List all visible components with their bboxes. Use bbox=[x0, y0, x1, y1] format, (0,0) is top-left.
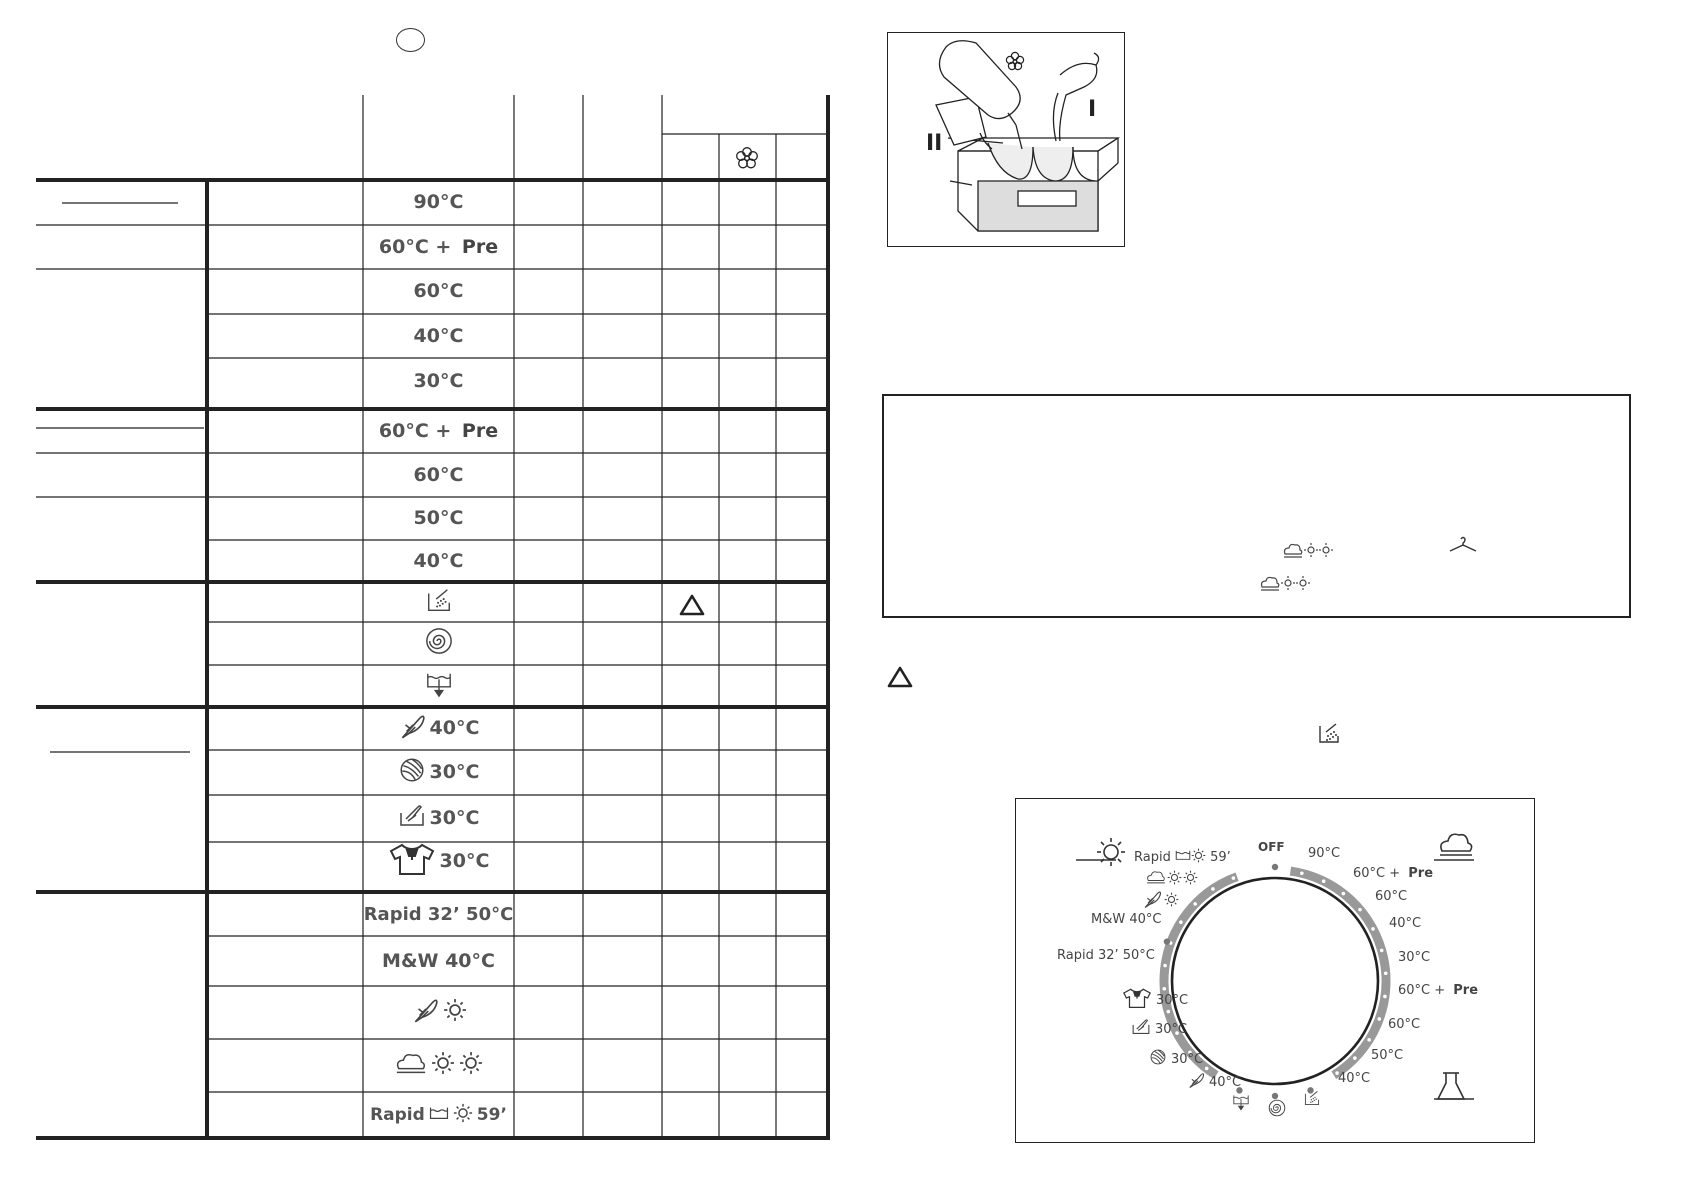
sun-icon bbox=[453, 1103, 473, 1128]
dial-tick bbox=[1384, 971, 1388, 975]
dial-label-text: 60°C bbox=[1375, 889, 1408, 904]
table-row bbox=[363, 843, 514, 879]
dial-label bbox=[1308, 846, 1340, 861]
dial-tick bbox=[1300, 871, 1304, 875]
table-row bbox=[363, 363, 514, 399]
table-row bbox=[363, 668, 514, 704]
dial-label bbox=[1187, 1071, 1241, 1093]
dial-tick bbox=[1193, 902, 1197, 906]
row-label-suffix: 59’ bbox=[476, 1105, 507, 1125]
dial-label bbox=[1057, 948, 1155, 963]
dial-label bbox=[1353, 866, 1433, 881]
dial-label bbox=[1338, 1071, 1370, 1086]
dial-tick bbox=[1342, 892, 1346, 896]
sun-icon bbox=[1167, 870, 1182, 889]
row-label: 40°C bbox=[413, 550, 464, 572]
dial-label-cloud-sun-sun bbox=[1146, 867, 1198, 891]
cloud-sun-sun-icon bbox=[1259, 574, 1311, 596]
table-row bbox=[363, 1047, 514, 1083]
row-label: M&W 40°C bbox=[382, 950, 495, 972]
table-row bbox=[363, 229, 514, 265]
dial-tick bbox=[1353, 1056, 1357, 1060]
dial-label bbox=[1091, 912, 1161, 927]
row-label-pre: Pre bbox=[461, 420, 499, 442]
dial-bottom-icon bbox=[1232, 1093, 1250, 1115]
dial-tick bbox=[1378, 1017, 1382, 1021]
dial-label bbox=[1371, 1048, 1403, 1063]
row-label: 30°C bbox=[429, 807, 480, 829]
feather-icon bbox=[1187, 1071, 1205, 1093]
tub-icon bbox=[1175, 847, 1191, 867]
row-label: 60°C + bbox=[378, 420, 458, 442]
table-row bbox=[363, 543, 514, 579]
dial-label-text: Rapid 32’ 50°C bbox=[1057, 948, 1155, 963]
sun-icon bbox=[1164, 892, 1179, 911]
table-row bbox=[363, 184, 514, 220]
table-row bbox=[363, 584, 514, 620]
spin-spiral-icon bbox=[1268, 1099, 1286, 1121]
table-row bbox=[363, 896, 514, 932]
dial-label bbox=[1375, 889, 1407, 904]
sun-icon bbox=[1097, 838, 1125, 866]
dial-label-text: 60°C + bbox=[1353, 866, 1405, 881]
table-row bbox=[363, 457, 514, 493]
row-label: 40°C bbox=[413, 325, 464, 347]
rinse-shower-icon bbox=[1316, 720, 1342, 750]
feather-icon bbox=[398, 712, 426, 745]
dial-tick bbox=[1232, 876, 1236, 880]
row-label: 60°C + bbox=[378, 236, 458, 258]
row-label: 60°C bbox=[413, 280, 464, 302]
notice-box bbox=[882, 394, 1631, 618]
dial-label-text: 40°C bbox=[1209, 1074, 1242, 1090]
table-row bbox=[363, 625, 514, 661]
dial-label-pre: Pre bbox=[1408, 866, 1434, 881]
dial-label-text: 30°C bbox=[1171, 1051, 1204, 1067]
table-row bbox=[363, 994, 514, 1030]
dial-label-text: 30°C bbox=[1398, 950, 1431, 965]
flower-icon bbox=[734, 145, 760, 171]
dial-label bbox=[1122, 983, 1188, 1017]
dial-tick bbox=[1322, 879, 1326, 883]
rinse-shower-icon bbox=[425, 586, 453, 619]
hanger-icon bbox=[1448, 535, 1478, 559]
handwash-icon bbox=[398, 802, 426, 835]
dial-label bbox=[1398, 983, 1478, 998]
dial-tick bbox=[1383, 995, 1387, 999]
dial-label bbox=[1149, 1048, 1203, 1070]
table-row bbox=[363, 943, 514, 979]
table-row bbox=[363, 318, 514, 354]
table-row bbox=[363, 710, 514, 746]
dial-label-text: 90°C bbox=[1308, 846, 1341, 861]
feather-icon bbox=[1142, 889, 1162, 913]
dial-label-text: 40°C bbox=[1338, 1071, 1371, 1086]
dial-tick bbox=[1380, 949, 1384, 953]
flask-icon bbox=[1438, 1073, 1464, 1099]
cloud-icon bbox=[1146, 867, 1166, 891]
dial-label-text: 50°C bbox=[1371, 1048, 1404, 1063]
dial-label-text: 40°C bbox=[1389, 916, 1422, 931]
compartment-label-i: I bbox=[1088, 97, 1097, 122]
wool-ball-icon bbox=[398, 756, 426, 789]
table-row bbox=[363, 413, 514, 449]
cloud-icon bbox=[1440, 834, 1472, 855]
table-row bbox=[363, 500, 514, 536]
shirt-iron-icon bbox=[1122, 983, 1152, 1017]
row-label: 30°C bbox=[429, 761, 480, 783]
row-label: 90°C bbox=[413, 191, 464, 213]
dial-tick bbox=[1211, 887, 1215, 891]
dial-label bbox=[1258, 840, 1285, 854]
row-label: 30°C bbox=[439, 850, 490, 872]
sun-icon bbox=[1191, 848, 1206, 867]
tub-icon bbox=[429, 1103, 449, 1128]
spin-spiral-icon bbox=[425, 627, 453, 660]
dial-bottom-icon bbox=[1268, 1099, 1286, 1121]
sun-icon bbox=[1183, 870, 1198, 889]
drain-tub-icon bbox=[1232, 1093, 1250, 1115]
dial-label-text: Rapid bbox=[1134, 849, 1175, 865]
dial-label-text: 59’ bbox=[1205, 849, 1231, 865]
row-label: 30°C bbox=[413, 370, 464, 392]
dial-label-text: OFF bbox=[1258, 840, 1285, 854]
drain-tub-icon bbox=[425, 670, 453, 703]
dial-tick bbox=[1358, 908, 1362, 912]
dial-tick bbox=[1163, 964, 1167, 968]
feather-icon bbox=[411, 996, 439, 1029]
triangle-icon bbox=[679, 594, 705, 620]
row-label: 60°C bbox=[413, 464, 464, 486]
row-label: 50°C bbox=[413, 507, 464, 529]
dial-label-feather-sun bbox=[1142, 889, 1179, 913]
cloud-icon bbox=[395, 1047, 427, 1084]
table-row bbox=[363, 800, 514, 836]
sun-icon bbox=[459, 1051, 483, 1080]
dial-label bbox=[1131, 1017, 1187, 1041]
dial-label bbox=[1398, 950, 1430, 965]
cloud-sun-sun-icon bbox=[1282, 541, 1334, 563]
dial-tick bbox=[1179, 920, 1183, 924]
row-label-pre: Pre bbox=[461, 236, 499, 258]
sun-icon bbox=[443, 998, 467, 1027]
dial-label-text: M&W 40°C bbox=[1091, 912, 1162, 927]
dial-tick bbox=[1205, 1067, 1209, 1071]
dial-label-text: 60°C bbox=[1388, 1017, 1421, 1032]
dial-label-rapid59 bbox=[1134, 847, 1231, 867]
program-dial-panel bbox=[1015, 798, 1535, 1143]
row-label: 40°C bbox=[429, 717, 480, 739]
row-label: Rapid bbox=[370, 1105, 425, 1125]
dial-position-dot bbox=[1272, 864, 1278, 870]
dial-label-text: 60°C + bbox=[1398, 983, 1450, 998]
compartment-label-ii: II bbox=[926, 131, 943, 156]
table-row bbox=[363, 1097, 514, 1133]
dial-label-text: 30°C bbox=[1156, 992, 1189, 1008]
row-label: Rapid 32’ 50°C bbox=[363, 903, 514, 925]
table-row bbox=[363, 754, 514, 790]
detergent-drawer-figure bbox=[887, 32, 1125, 247]
dial-label bbox=[1389, 916, 1421, 931]
dial-tick bbox=[1367, 1038, 1371, 1042]
triangle-icon bbox=[887, 666, 913, 692]
dial-label bbox=[1388, 1017, 1420, 1032]
dial-label-pre: Pre bbox=[1453, 983, 1479, 998]
dial-label-text: 30°C bbox=[1155, 1021, 1188, 1037]
shirt-iron-icon bbox=[388, 842, 436, 881]
dial-bottom-icon bbox=[1303, 1089, 1321, 1111]
wool-ball-icon bbox=[1149, 1048, 1167, 1070]
rinse-shower-icon bbox=[1303, 1089, 1321, 1111]
handwash-icon bbox=[1131, 1017, 1151, 1041]
table-row bbox=[363, 273, 514, 309]
dial-position-dot bbox=[1164, 938, 1170, 944]
sun-icon bbox=[431, 1051, 455, 1080]
dial-tick bbox=[1371, 927, 1375, 931]
